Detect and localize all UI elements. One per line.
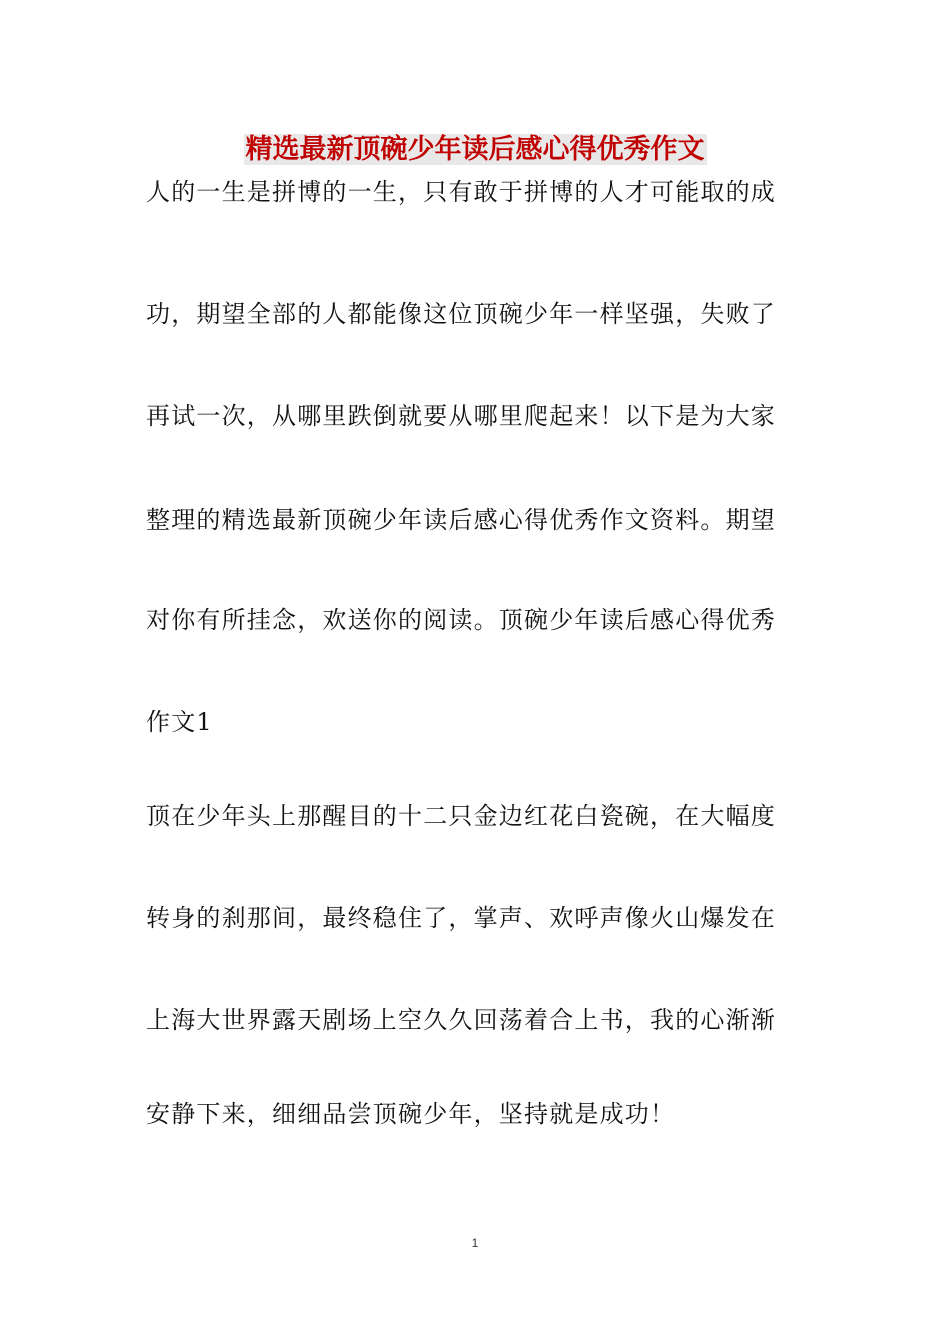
body-line-4: 整理的精选最新顶碗少年读后感心得优秀作文资料。期望: [146, 506, 776, 534]
body-line-6: 作文1: [146, 708, 213, 736]
body-line-9: 上海大世界露天剧场上空久久回荡着合上书，我的心渐渐: [146, 1006, 776, 1034]
body-line-2: 功，期望全部的人都能像这位顶碗少年一样坚强，失败了: [146, 300, 776, 328]
page-number: 1: [471, 1236, 479, 1250]
document-title-text: 精选最新顶碗少年读后感心得优秀作文: [245, 134, 705, 165]
body-line-3: 再试一次，从哪里跌倒就要从哪里爬起来！以下是为大家: [146, 402, 776, 430]
body-line-10: 安静下来，细细品尝顶碗少年，坚持就是成功！: [146, 1100, 676, 1128]
body-line-8: 转身的刹那间，最终稳住了，掌声、欢呼声像火山爆发在: [146, 904, 776, 932]
body-line-1: 人的一生是拼博的一生，只有敢于拼博的人才可能取的成: [146, 178, 776, 206]
document-title: [0, 130, 950, 170]
body-line-5: 对你有所挂念，欢送你的阅读。顶碗少年读后感心得优秀: [146, 606, 776, 634]
body-line-7: 顶在少年头上那醒目的十二只金边红花白瓷碗，在大幅度: [146, 802, 776, 830]
